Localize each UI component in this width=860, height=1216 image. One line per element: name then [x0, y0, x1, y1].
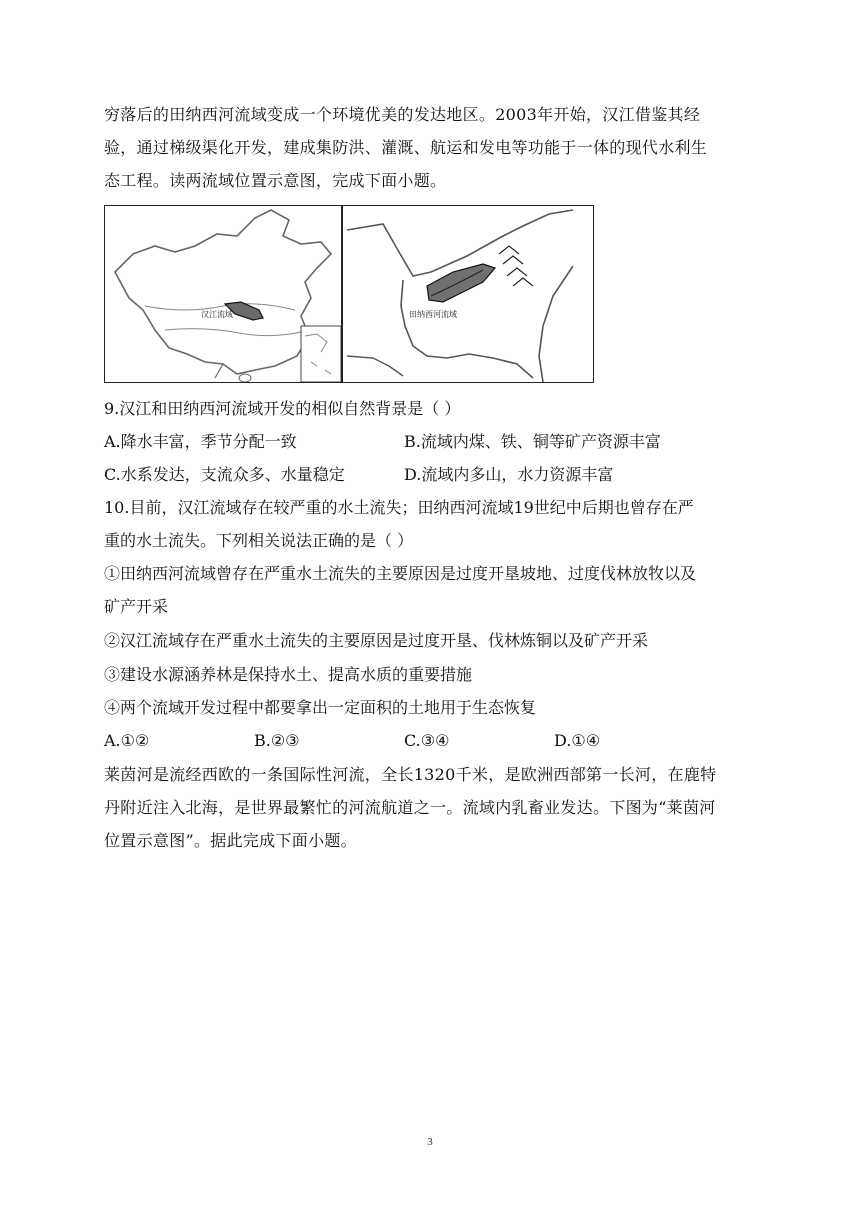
q10-option-a[interactable]: A.①②: [104, 731, 150, 750]
q10-statement-1-line-2: 矿产开采: [104, 597, 169, 616]
q10-statement-1-line-1: ①田纳西河流域曾存在严重水土流失的主要原因是过度开垦坡地、过度伐林放牧以及: [104, 564, 697, 583]
q9-option-d[interactable]: D.流域内多山，水力资源丰富: [404, 465, 614, 484]
rhine-line-2: 丹附近注入北海，是世界最繁忙的河流航道之一。流域内乳畜业发达。下图为“莱茵河: [104, 798, 716, 817]
han-river-basin-label: 汉江流域: [201, 310, 233, 319]
rhine-line-3: 位置示意图”。据此完成下面小题。: [104, 831, 357, 850]
intro-paragraph: [104, 98, 756, 197]
q9-option-a[interactable]: A.降水丰富，季节分配一致: [104, 432, 297, 451]
q10-option-d[interactable]: D.①④: [554, 731, 601, 750]
q10-statement-4: ④两个流域开发过程中都要拿出一定面积的土地用于生态恢复: [104, 698, 537, 717]
intro-line-3: 态工程。读两流域位置示意图，完成下面小题。: [104, 171, 447, 190]
page-number: 3: [427, 1136, 433, 1148]
q10-statement-2: ②汉江流域存在严重水土流失的主要原因是过度开垦、伐林炼铜以及矿产开采: [104, 631, 649, 650]
intro-line-2: 验，通过梯级渠化开发，建成集防洪、灌溉、航运和发电等功能于一体的现代水利生: [104, 138, 708, 157]
q10-option-b[interactable]: B.②③: [254, 731, 300, 750]
china-outline-map: [105, 206, 342, 383]
q10-statement-3: ③建设水源涵养林是保持水土、提高水质的重要措施: [104, 665, 473, 684]
q10-stem-line-2: 重的水土流失。下列相关说法正确的是（ ）: [104, 531, 414, 550]
q9-option-b[interactable]: B.流域内煤、铁、铜等矿产资源丰富: [404, 432, 661, 451]
q10-stem-line-1: 10.目前，汉江流域存在较严重的水土流失；田纳西河流域19世纪中后期也曾存在严: [104, 498, 694, 517]
intro-line-1: 穷落后的田纳西河流域变成一个环境优美的发达地区。2003年开始，汉江借鉴其经: [104, 105, 701, 124]
us-southeast-outline-map: [343, 206, 594, 383]
rhine-line-1: 莱茵河是流经西欧的一条国际性河流，全长1320千米，是欧洲西部第一长河，在鹿特: [104, 765, 717, 784]
tennessee-river-map: [342, 205, 594, 383]
q9-stem: 9.汉江和田纳西河流域开发的相似自然背景是（ ）: [104, 399, 461, 418]
q9-option-c[interactable]: C.水系发达，支流众多、水量稳定: [104, 465, 345, 484]
q10-option-c[interactable]: C.③④: [404, 731, 450, 750]
han-river-map: [104, 205, 342, 383]
rhine-paragraph: [104, 758, 756, 857]
mountain-symbols: [499, 246, 533, 286]
tennessee-river-basin-label: 田纳西河流域: [409, 310, 457, 319]
